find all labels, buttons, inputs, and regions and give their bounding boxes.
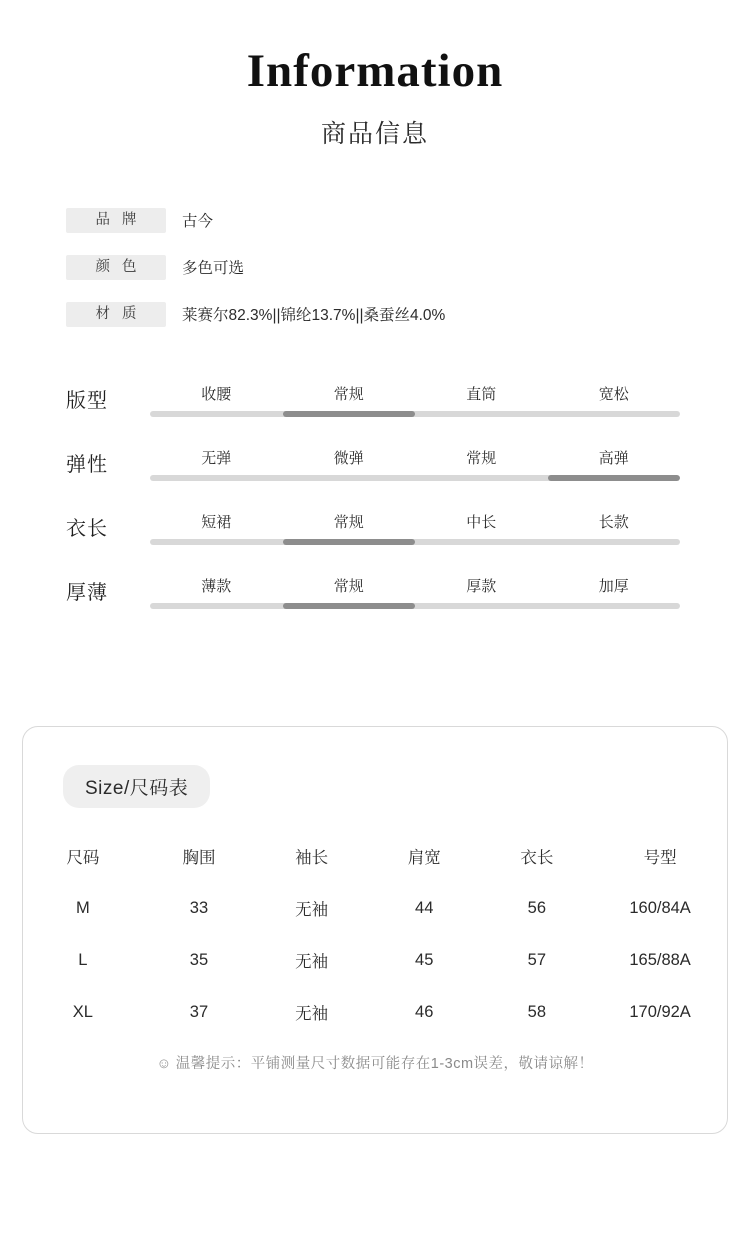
spec-option: 加厚 [598,577,629,595]
attribute-label-material: 材 质 [66,302,166,327]
spec-track-fit [150,383,680,417]
table-cell: 33 [189,898,209,917]
spec-bar-thickness [150,603,680,609]
spec-option: 直筒 [466,385,497,403]
table-cell: 37 [189,1002,209,1021]
spec-bar-length [150,539,680,545]
spec-option: 微弹 [333,449,364,467]
table-cell: 170/92A [629,1002,691,1021]
spec-options-thickness [150,575,680,603]
spec-option: 高弹 [598,449,629,467]
table-cell: 无袖 [295,953,329,971]
spec-option: 长款 [598,513,629,531]
attribute-label-color: 颜 色 [66,255,166,280]
spec-row-fit [66,383,680,417]
size-chart-tip-text: 温馨提示：平铺测量尺寸数据可能存在1-3cm误差，敬请谅解！ [175,1056,594,1072]
attribute-value-brand: 古今 [182,213,214,231]
column-header: 号型 [643,849,677,867]
table-row [23,986,727,1038]
table-cell: L [78,950,88,969]
table-cell: 无袖 [295,901,329,919]
size-chart-card [22,726,728,1134]
size-chart-tip [23,1052,727,1073]
spec-row-elasticity [66,447,680,481]
size-chart-badge: Size/尺码表 [63,765,210,808]
spec-option: 常规 [333,577,364,595]
spec-option: 短裙 [201,513,232,531]
spec-options-length [150,511,680,539]
table-cell: 无袖 [295,1005,329,1023]
spec-option: 常规 [333,385,364,403]
table-cell: 160/84A [629,898,691,917]
column-header: 尺码 [66,849,100,867]
column-header: 袖长 [295,849,329,867]
spec-option: 收腰 [201,385,232,403]
spec-bar-fill [283,603,416,609]
spec-option: 无弹 [201,449,232,467]
spec-bar-elasticity [150,475,680,481]
table-row [23,934,727,986]
spec-row-thickness [66,575,680,609]
table-cell: 165/88A [629,950,691,969]
spec-bar-list [0,383,750,609]
spec-track-elasticity [150,447,680,481]
table-cell: 46 [415,1002,434,1021]
spec-options-elasticity [150,447,680,475]
table-row [23,882,727,934]
table-cell: 58 [527,1002,547,1021]
spec-bar-fill [283,411,416,417]
column-header: 衣长 [520,849,554,867]
spec-bar-fit [150,411,680,417]
spec-option: 常规 [333,513,364,531]
column-header: 胸围 [182,849,216,867]
page-header [0,0,750,150]
spec-track-thickness [150,575,680,609]
attribute-row-brand [66,208,750,233]
page-title-en: Information [246,45,504,97]
table-header-row [23,830,727,882]
spec-bar-fill [283,539,416,545]
spec-name-length: 衣长 [66,517,108,540]
table-cell: 35 [189,950,209,969]
attribute-row-material [66,302,750,327]
smiley-icon: ☺ [156,1056,172,1072]
column-header: 肩宽 [407,849,441,867]
table-cell: 44 [415,898,434,917]
attribute-value-material: 莱赛尔82.3%||锦纶13.7%||桑蚕丝4.0% [182,307,446,325]
table-cell: 56 [527,898,547,917]
attribute-list [0,208,750,327]
attribute-value-color: 多色可选 [182,260,245,278]
size-chart-table [23,830,727,1038]
spec-option: 薄款 [201,577,232,595]
spec-option: 常规 [466,449,497,467]
attribute-row-color [66,255,750,280]
table-cell: M [75,898,90,917]
spec-bar-fill [548,475,681,481]
page-title-cn: 商品信息 [320,119,429,148]
spec-name-fit: 版型 [66,389,108,412]
table-cell: 45 [415,950,434,969]
spec-option: 厚款 [466,577,497,595]
spec-track-length [150,511,680,545]
attribute-label-brand: 品 牌 [66,208,166,233]
table-cell: 57 [527,950,547,969]
table-cell: XL [72,1002,93,1021]
spec-name-elasticity: 弹性 [66,453,108,476]
spec-option: 中长 [466,513,497,531]
spec-name-thickness: 厚薄 [66,581,108,604]
spec-options-fit [150,383,680,411]
spec-option: 宽松 [598,385,629,403]
spec-row-length [66,511,680,545]
